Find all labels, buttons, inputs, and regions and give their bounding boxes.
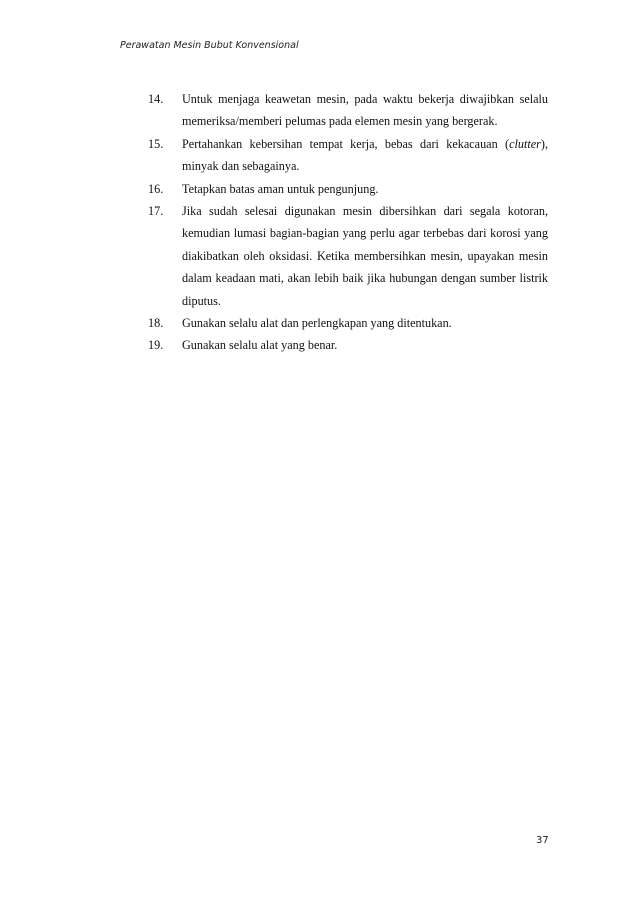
item-number: 19.	[148, 338, 164, 353]
item-text-part: ), minyak dan sebagainya.	[182, 136, 548, 174]
numbered-list	[148, 88, 548, 357]
item-text: Tetapkan batas aman untuk pengunjung.	[182, 181, 379, 196]
list-item	[148, 334, 548, 356]
item-text	[182, 133, 548, 178]
list-item	[148, 178, 548, 200]
item-number: 15.	[148, 136, 164, 151]
item-text: Untuk menjaga keawetan mesin, pada waktu bekerja diwajibkan selalu memeriksa/memberi pelumas pada elemen mesin yang bergerak.	[182, 92, 548, 129]
item-number: 14.	[148, 92, 164, 106]
item-text: Gunakan selalu alat dan perlengkapan yang ditentukan.	[182, 316, 452, 331]
running-header: Perawatan Mesin Bubut Konvensional	[120, 40, 299, 51]
page-number: 37	[536, 835, 549, 846]
item-text: Gunakan selalu alat yang benar.	[182, 338, 338, 353]
item-number: 18.	[148, 316, 164, 331]
list-item	[148, 133, 548, 178]
list-item	[148, 88, 548, 133]
list-item	[148, 312, 548, 334]
item-number: 17.	[148, 204, 164, 219]
list-item	[148, 200, 548, 312]
item-text-part: Pertahankan kebersihan tempat kerja, bebas dari kekacauan (	[182, 136, 510, 151]
item-number: 16.	[148, 181, 164, 196]
item-text: Jika sudah selesai digunakan mesin dibersihkan dari segala kotoran, kemudian lumasi bagian-bagian yang perlu agar terbebas dari korosi yang diakibatkan oleh oksidasi. Ketika membersihkan mesin, upayakan mesin dalam keadaan mati, akan lebih baik jika hubungan dengan sumber listrik diputus.	[182, 204, 548, 308]
item-text-italic: clutter	[509, 136, 541, 151]
